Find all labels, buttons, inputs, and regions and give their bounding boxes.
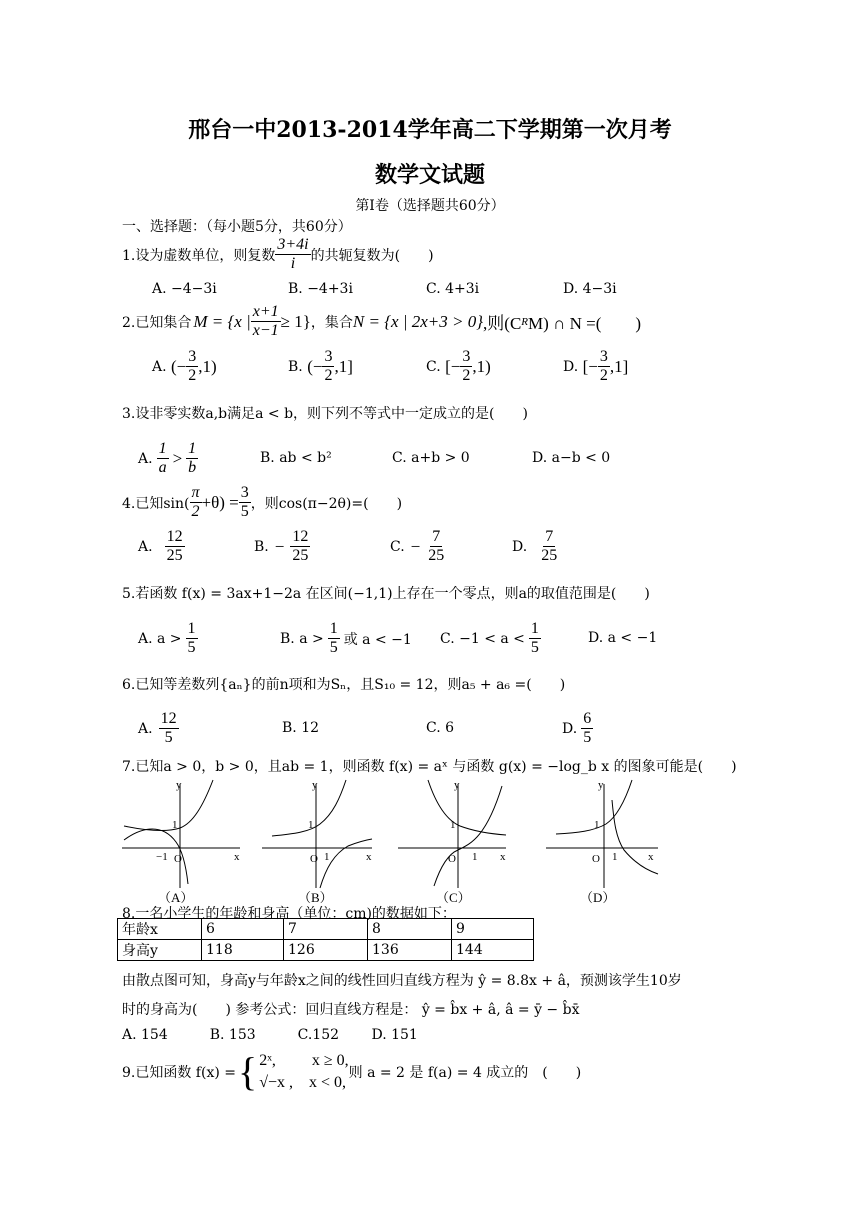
- q2-opt-d-open: [−: [582, 356, 598, 376]
- q4-opt-a-label: A.: [138, 538, 153, 555]
- q2-sub-r: R: [521, 315, 529, 328]
- q8-options: A. 154 B. 153 C.152 D. 151: [122, 1027, 418, 1043]
- q7-graph-d: [546, 780, 658, 888]
- q4-option-a: [138, 528, 185, 565]
- q3-opt-a-gt: >: [172, 448, 183, 468]
- q2-opt-c-open: [−: [445, 356, 461, 376]
- table-cell: 年龄x: [118, 919, 202, 940]
- question-2: [122, 303, 641, 340]
- q6-opt-a-den: 5: [164, 729, 173, 746]
- q2-opt-b-frac: [322, 348, 334, 385]
- q1-frac-den: i: [290, 255, 296, 272]
- q6-option-c: C. 6: [426, 720, 455, 736]
- q4-opt-c-frac: [426, 528, 446, 565]
- q4-opt-b-num: 12: [292, 528, 309, 545]
- q7-graph-a: [122, 780, 240, 888]
- q7-b-one-x: 1: [324, 851, 330, 863]
- q6-opt-d-den: 5: [583, 729, 592, 746]
- q2-opt-b-num: 3: [324, 348, 333, 365]
- question-1: [122, 236, 434, 273]
- q5-option-c: [440, 620, 541, 657]
- table-row: [118, 940, 534, 961]
- q7-d-one-x: 1: [612, 851, 618, 863]
- q2-opt-c-den: 2: [462, 367, 471, 384]
- q4-stem-a: 4.已知sin(: [122, 495, 190, 512]
- q2-opt-c-label: C.: [426, 358, 441, 375]
- q5-opt-c-frac: [529, 620, 541, 657]
- q9-cases: [259, 1050, 348, 1094]
- q7-c-x-label: x: [500, 851, 506, 863]
- page-subtitle: 数学文试题: [374, 162, 485, 188]
- q8-data-table: [117, 918, 534, 961]
- q2-opt-b-den: 2: [324, 367, 333, 384]
- q1-stem-a: 1.设为虚数单位，则复数: [122, 247, 276, 264]
- question-5: 5.若函数 f(x) = 3ax+1−2a 在区间(−1,1)上存在一个零点，则a的取值范围是( ): [122, 586, 650, 602]
- q3-frac2-num: 1: [188, 440, 197, 457]
- q2-opt-a-label: A.: [152, 358, 167, 375]
- q7-label-d: （D）: [580, 890, 616, 905]
- table-cell: 7: [284, 919, 368, 940]
- q4-opt-b-label: B.: [254, 538, 269, 555]
- q4-opt-d-frac: [539, 528, 559, 565]
- q5-opt-c-den: 5: [530, 639, 539, 656]
- q4-pi-frac: [190, 484, 202, 521]
- q3-opt-a-frac1: [157, 440, 169, 477]
- q4-pi-num: π: [191, 484, 200, 501]
- q2-set-n: N = {x | 2x+3 > 0}: [352, 311, 484, 331]
- q2-opt-a-frac: [186, 348, 198, 385]
- table-cell: 136: [368, 940, 452, 961]
- q4-opt-b-den: 25: [292, 547, 309, 564]
- q7-a-y-label: y: [176, 779, 182, 791]
- q7-b-one: 1: [308, 819, 314, 831]
- q3-frac1-num: 1: [158, 440, 167, 457]
- q7-d-y-label: y: [598, 779, 604, 791]
- q2-opt-c-frac: [460, 348, 472, 385]
- q4-opt-b-frac: [290, 528, 310, 565]
- q7-graphs: [118, 776, 738, 906]
- q2-opt-d-label: D.: [563, 358, 579, 375]
- q4-option-d: [512, 528, 559, 565]
- q3-option-a: [138, 440, 198, 477]
- q7-c-origin: O: [448, 853, 456, 865]
- question-9: [122, 1050, 581, 1094]
- q9-brace: {: [238, 1049, 258, 1094]
- q5-opt-a-num: 1: [187, 620, 196, 637]
- q5-opt-b-num: 1: [329, 620, 338, 637]
- q7-b-y-label: y: [312, 779, 318, 791]
- q6-option-b: B. 12: [282, 720, 320, 736]
- q4-opt-a-num: 12: [166, 528, 183, 545]
- q5-opt-b-tail: 或 a < −1: [343, 631, 412, 648]
- q6-opt-d-label: D.: [562, 720, 578, 737]
- q2-set-m-a: M = {x |: [193, 311, 251, 331]
- q6-opt-d-frac: [581, 710, 593, 747]
- q9-stem-a: 9.已知函数 f(x) =: [122, 1065, 236, 1081]
- q3-opt-a-label: A.: [138, 450, 153, 467]
- q9-case-1: 2ˣ, x ≥ 0,: [259, 1052, 349, 1069]
- q2-stem-b: ，集合: [310, 314, 353, 331]
- q5-opt-a-frac: [186, 620, 198, 657]
- q6-option-a: [138, 710, 179, 747]
- table-cell: 8: [368, 919, 452, 940]
- q9-stem-b: 则 a = 2 是 f(a) = 4 成立的 ( ): [348, 1065, 582, 1081]
- q2-opt-b-label: B.: [288, 358, 303, 375]
- q4-opt-c-sign: −: [410, 536, 421, 556]
- q6-opt-a-frac: [159, 710, 179, 747]
- q7-b-origin: O: [310, 853, 318, 865]
- table-cell: 9: [452, 919, 534, 940]
- q7-graph-b: [262, 780, 372, 888]
- q1-frac-num: 3+4i: [277, 236, 309, 253]
- q4-val-frac: [239, 484, 251, 521]
- q4-stem-c: ，则cos(π−2θ)=( ): [250, 495, 403, 512]
- q5-opt-c-num: 1: [530, 620, 539, 637]
- q4-opt-d-den: 25: [541, 547, 558, 564]
- q3-option-b: B. ab < b²: [260, 450, 332, 466]
- q7-label-c: （C）: [436, 890, 471, 905]
- q3-frac1-den: a: [158, 459, 167, 476]
- question-8: 8.一名小学生的年龄和身高（单位：cm)的数据如下：: [122, 906, 456, 922]
- q4-pi-den: 2: [191, 503, 200, 520]
- q1-option-c: C. 4+3i: [426, 281, 480, 297]
- question-6: 6.已知等差数列{aₙ}的前n项和为Sₙ，且S₁₀ = 12，则a₅ + a₆ =( ): [122, 677, 566, 693]
- q4-opt-d-label: D.: [512, 538, 528, 555]
- q5-option-a: [138, 620, 198, 657]
- q4-opt-c-label: C.: [390, 538, 405, 555]
- q4-opt-d-num: 7: [545, 528, 554, 545]
- q7-a-x-label: x: [234, 851, 240, 863]
- section-header: 第Ⅰ卷（选择题共60分）: [355, 198, 505, 214]
- q2-opt-a-open: (−: [171, 356, 187, 376]
- q6-opt-d-num: 6: [583, 710, 592, 727]
- page-title: 邢台一中2013-2014学年高二下学期第一次月考: [188, 117, 672, 143]
- q2-set-m-b: ≥ 1}: [280, 311, 311, 331]
- q2-opt-d-close: ,1]: [609, 356, 629, 376]
- q7-label-a: （A）: [158, 890, 194, 905]
- q4-option-c: [390, 528, 446, 565]
- table-cell: 身高y: [118, 940, 202, 961]
- q2-opt-b-close: ,1]: [334, 356, 353, 376]
- table-cell: 118: [202, 940, 284, 961]
- q2-option-c: [426, 348, 491, 385]
- q5-opt-a-text: A. a >: [138, 630, 182, 647]
- q7-d-x-label: x: [648, 851, 654, 863]
- q6-option-d: [562, 710, 593, 747]
- q2-opt-b-open: (−: [307, 356, 323, 376]
- q2-stem-d: M) ∩ N =( ): [528, 314, 642, 333]
- q4-opt-b-sign: −: [274, 536, 285, 556]
- q2-opt-a-num: 3: [188, 348, 197, 365]
- q2-frac-num: x+1: [252, 303, 279, 320]
- q4-stem-b: +θ) =: [201, 492, 239, 512]
- q3-option-d: D. a−b < 0: [532, 450, 611, 466]
- q5-opt-c-text: C. −1 < a <: [440, 630, 525, 647]
- q7-c-one-x: 1: [472, 851, 478, 863]
- q2-stem-a: 2.已知集合: [122, 314, 192, 331]
- table-cell: 6: [202, 919, 284, 940]
- q7-d-origin: O: [592, 853, 600, 865]
- q7-c-y-label: y: [454, 779, 460, 791]
- question-3: 3.设非零实数a,b满足a < b，则下列不等式中一定成立的是( ): [122, 406, 528, 422]
- q4-opt-a-frac: [165, 528, 185, 565]
- q8-line-2: 时的身高为( ) 参考公式：回归直线方程是： ŷ = b̂x + â, â = ȳ − b̂x̄: [122, 1002, 580, 1018]
- question-4: [122, 484, 402, 521]
- q4-option-b: [254, 528, 310, 565]
- q5-opt-b-den: 5: [329, 639, 338, 656]
- q2-option-b: [288, 348, 353, 385]
- q1-fraction: [275, 236, 310, 273]
- q2-opt-c-num: 3: [462, 348, 471, 365]
- q7-a-one: 1: [172, 819, 178, 831]
- q7-label-b: （B）: [298, 890, 333, 905]
- q7-graph-c: [398, 780, 506, 888]
- q5-opt-a-den: 5: [187, 639, 196, 656]
- q2-opt-d-num: 3: [599, 348, 608, 365]
- q5-opt-b-frac: [328, 620, 340, 657]
- q7-a-neg-one: −1: [156, 851, 168, 863]
- q2-opt-a-den: 2: [188, 367, 197, 384]
- q4-opt-c-den: 25: [428, 547, 445, 564]
- q2-option-a: [152, 348, 217, 385]
- part-heading: 一、选择题：（每小题5分，共60分）: [122, 219, 352, 235]
- q6-opt-a-num: 12: [160, 710, 177, 727]
- q4-val-num: 3: [240, 484, 249, 501]
- q1-option-b: B. −4+3i: [288, 281, 353, 297]
- q1-option-a: A. −4−3i: [152, 281, 217, 297]
- q2-opt-a-close: ,1): [198, 356, 217, 376]
- q1-stem-b: 的共轭复数为( ): [310, 247, 434, 264]
- q3-frac2-den: b: [188, 459, 197, 476]
- q6-opt-a-label: A.: [138, 720, 153, 737]
- q5-opt-b-text: B. a >: [280, 630, 324, 647]
- q2-fraction: [251, 303, 281, 340]
- table-row: [118, 919, 534, 940]
- table-cell: 126: [284, 940, 368, 961]
- q4-opt-c-num: 7: [432, 528, 441, 545]
- q1-option-d: D. 4−3i: [563, 281, 617, 297]
- q8-line-1: 由散点图可知，身高y与年龄x之间的线性回归直线方程为 ŷ = 8.8x + â，预测该学生10岁: [122, 973, 682, 989]
- q7-b-x-label: x: [366, 851, 372, 863]
- q7-d-one: 1: [594, 819, 600, 831]
- q2-frac-den: x−1: [252, 322, 279, 339]
- q2-option-d: [563, 348, 628, 385]
- q2-opt-c-close: ,1): [472, 356, 491, 376]
- q4-val-den: 5: [240, 503, 249, 520]
- q2-opt-d-den: 2: [599, 367, 608, 384]
- q7-a-origin: O: [174, 853, 182, 865]
- q5-option-b: [280, 620, 412, 657]
- q2-stem-c: ,则(C: [483, 314, 522, 333]
- q9-case-2: √−x , x < 0,: [259, 1074, 347, 1091]
- q3-opt-a-frac2: [186, 440, 198, 477]
- q5-option-d: D. a < −1: [588, 630, 658, 646]
- q3-option-c: C. a+b > 0: [392, 450, 470, 466]
- question-7: 7.已知a > 0，b > 0，且ab = 1，则函数 f(x) = aˣ 与函数 g(x) = −log_b x 的图象可能是( ): [122, 759, 737, 775]
- q2-opt-d-frac: [598, 348, 610, 385]
- q7-c-one: 1: [450, 819, 456, 831]
- q4-opt-a-den: 25: [166, 547, 183, 564]
- table-cell: 144: [452, 940, 534, 961]
